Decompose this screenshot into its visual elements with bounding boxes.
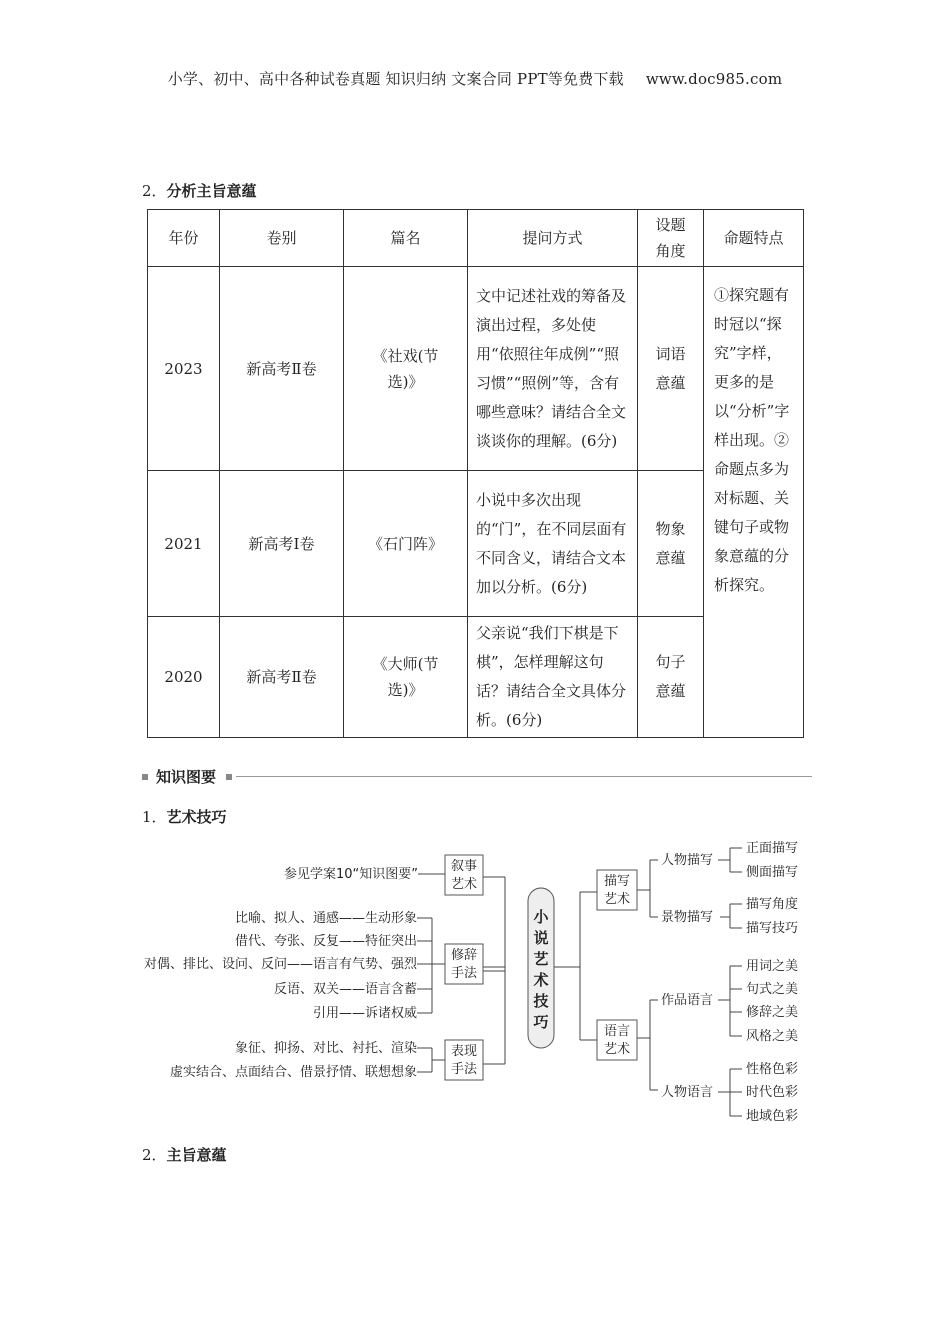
cell-angle-text: 物象意蕴 (655, 519, 686, 567)
section-number: 2． (142, 1146, 167, 1164)
cell-paper: 新高考Ⅱ卷 (220, 267, 344, 471)
section-title: 主旨意蕴 (166, 1146, 227, 1164)
cell-title-text: 《大师(节选)》 (372, 655, 439, 699)
svg-text:描写艺术: 描写艺术 (603, 874, 631, 907)
mindmap-sub-label: 景物描写 (661, 910, 714, 925)
header-year: 年份 (148, 210, 220, 267)
mindmap-diagram (140, 840, 820, 1132)
section-title: 艺术技巧 (166, 808, 227, 826)
mindmap-leaf: 时代色彩 (746, 1085, 799, 1100)
section-heading-techniques (142, 806, 227, 827)
svg-text:语言艺术: 语言艺术 (603, 1024, 631, 1057)
mindmap-node-expression (445, 1040, 483, 1080)
mindmap-node-rhetoric (445, 944, 483, 984)
banner-rule (236, 776, 812, 777)
mindmap-leaf: 地域色彩 (746, 1109, 799, 1124)
cell-question: 父亲说“我们下棋是下棋”，怎样理解这句话？请结合全文具体分析。(6分) (468, 617, 638, 738)
cell-feature: ①探究题有时冠以“探究”字样，更多的是以“分析”字样出现。②命题点多为对标题、关键句子或物象意蕴的分析探究。 (704, 267, 804, 738)
mindmap-leaf: 借代、夸张、反复——特征突出 (234, 934, 417, 949)
table-row (148, 267, 804, 471)
mindmap-leaf: 反语、双关——语言含蓄 (273, 982, 417, 997)
cell-title: 《石门阵》 (344, 471, 468, 617)
mindmap-leaf: 侧面描写 (746, 865, 799, 880)
mindmap-leaf: 性格色彩 (746, 1062, 799, 1077)
cell-question: 小说中多次出现的“门”，在不同层面有不同含义，请结合文本加以分析。(6分) (468, 471, 638, 617)
cell-angle-text: 句子意蕴 (655, 653, 686, 700)
cell-angle (638, 471, 704, 617)
cell-title (344, 267, 468, 471)
mindmap-leaf: 用词之美 (746, 959, 799, 974)
header-text: 小学、初中、高中各种试卷真题 知识归纳 文案合同 PPT等免费下载 (167, 70, 624, 88)
square-bullet-icon (226, 774, 232, 780)
mindmap-leaf: 描写技巧 (746, 921, 799, 936)
mindmap-leaf: 引用——诉诸权威 (312, 1006, 417, 1021)
table-header-row (148, 210, 804, 267)
cell-angle (638, 617, 704, 738)
mindmap-leaf: 风格之美 (746, 1029, 799, 1044)
cell-year: 2023 (148, 267, 220, 471)
mindmap-leaf: 象征、抑扬、对比、衬托、渲染 (234, 1041, 417, 1056)
knowledge-label: 知识图要 (156, 768, 217, 786)
mindmap-sub-label: 人物描写 (661, 853, 714, 868)
mindmap-sub-label: 作品语言 (661, 993, 714, 1008)
mindmap-leaf: 修辞之美 (746, 1005, 799, 1020)
section-number: 1． (142, 808, 167, 826)
header-feature: 命题特点 (704, 210, 804, 267)
mindmap-leaf: 参见学案10“知识图要” (283, 867, 418, 882)
cell-paper: 新高考Ⅱ卷 (220, 617, 344, 738)
header-question: 提问方式 (468, 210, 638, 267)
cell-angle (638, 267, 704, 471)
mindmap-leaf: 虚实结合、点面结合、借景抒情、联想想象 (169, 1065, 417, 1080)
mindmap-leaf: 对偶、排比、设问、反问——语言有气势、强烈 (143, 957, 417, 972)
mindmap-node-narrative (445, 855, 483, 895)
section-heading-theme (142, 1144, 227, 1165)
mindmap-sub-label: 人物语言 (661, 1085, 714, 1100)
header-site: www.doc985.com (645, 70, 783, 88)
cell-title (344, 617, 468, 738)
svg-text:叙事艺术: 叙事艺术 (450, 859, 478, 892)
mindmap-node-description (597, 870, 637, 910)
knowledge-banner (142, 766, 812, 788)
header-angle-text: 设题角度 (655, 216, 686, 260)
header-angle (638, 210, 704, 267)
mindmap-leaf: 句式之美 (746, 982, 799, 997)
cell-paper: 新高考Ⅰ卷 (220, 471, 344, 617)
cell-year: 2021 (148, 471, 220, 617)
section-heading-analysis (142, 180, 257, 201)
mindmap-leaf: 正面描写 (746, 841, 799, 856)
page-header (0, 68, 950, 89)
cell-angle-text: 词语意蕴 (655, 344, 686, 392)
mindmap-leaf: 比喻、拟人、通感——生动形象 (234, 911, 417, 926)
exam-table (147, 209, 804, 738)
mindmap-node-language (597, 1020, 637, 1060)
mindmap-leaf: 描写角度 (746, 897, 799, 912)
cell-year: 2020 (148, 617, 220, 738)
cell-question: 文中记述社戏的筹备及演出过程，多处使用“依照往年成例”“照习惯”“照例”等，含有哪些意味？请结合全文谈谈你的理解。(6分) (468, 267, 638, 471)
section-number: 2． (142, 182, 167, 200)
svg-text:修辞手法: 修辞手法 (450, 948, 478, 981)
header-paper: 卷别 (220, 210, 344, 267)
svg-text:表现手法: 表现手法 (450, 1044, 478, 1077)
section-title: 分析主旨意蕴 (166, 182, 257, 200)
svg-text:小说艺术技巧: 小说艺术技巧 (533, 908, 549, 1031)
cell-title-text: 《社戏(节选)》 (372, 346, 439, 391)
square-bullet-icon (142, 774, 148, 780)
header-title: 篇名 (344, 210, 468, 267)
